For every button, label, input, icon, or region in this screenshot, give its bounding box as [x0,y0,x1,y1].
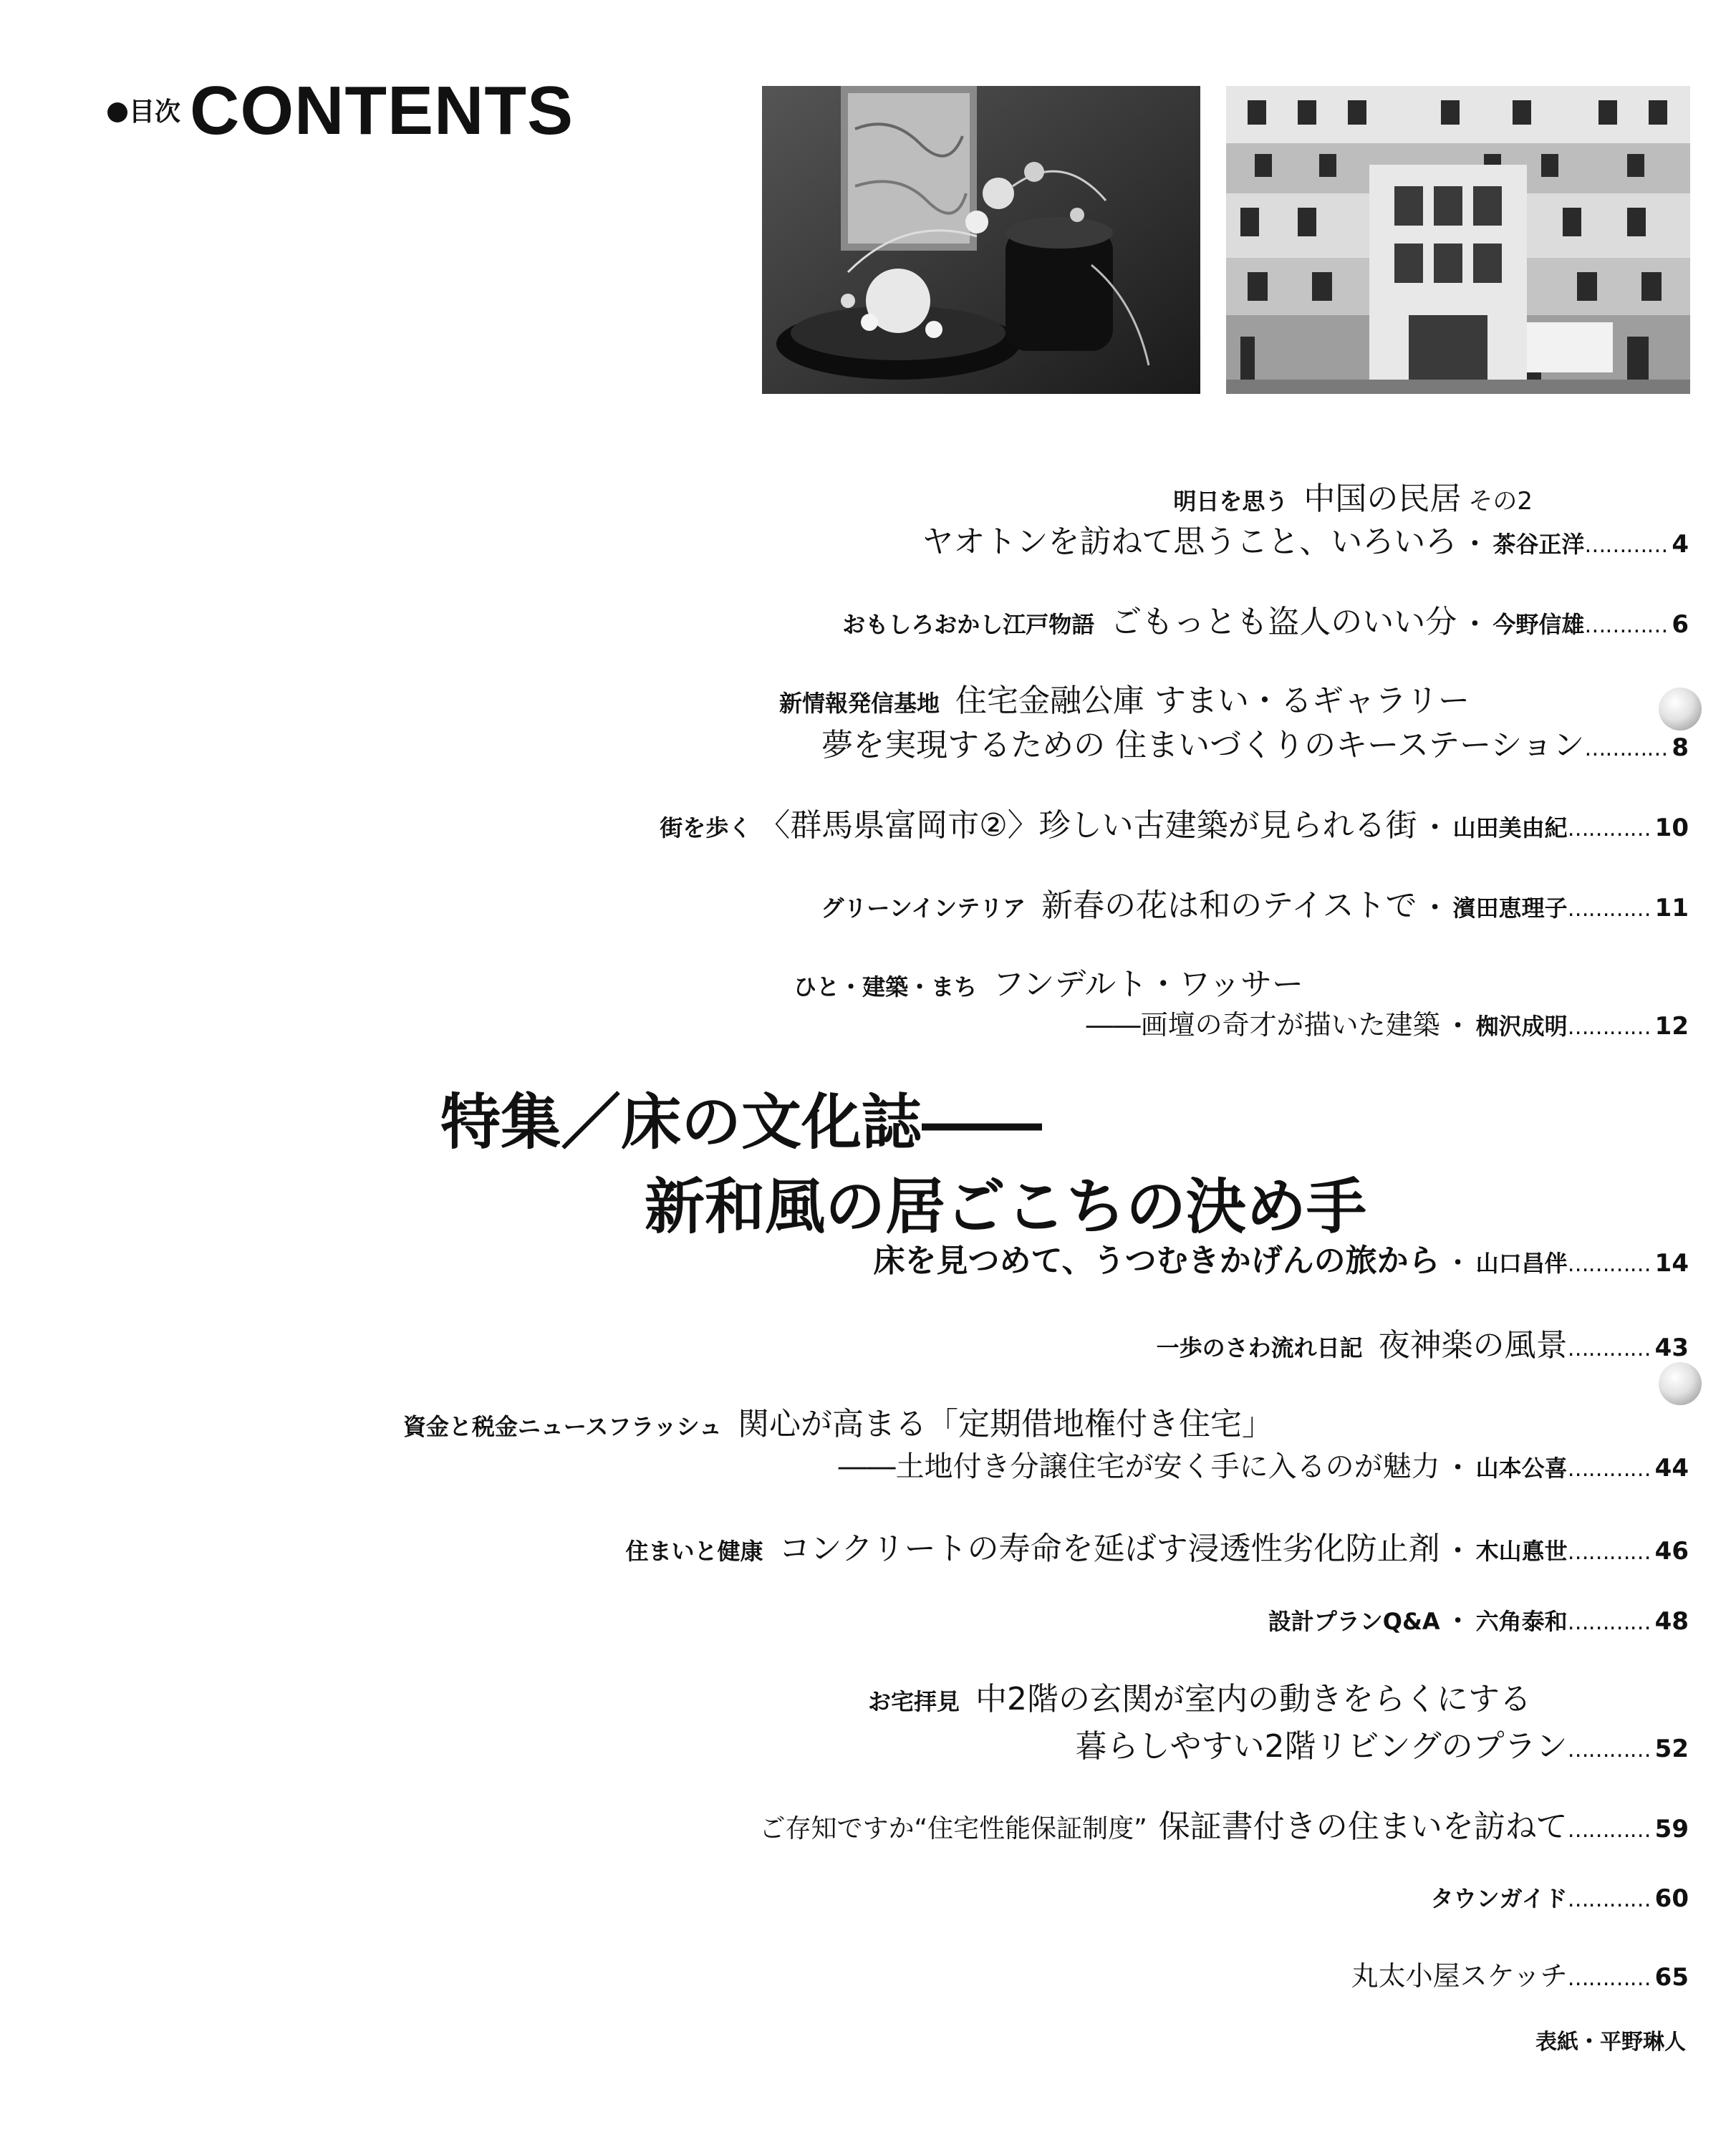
page-number: 48 [1654,1607,1689,1636]
dot-leader: ………… [1567,1540,1651,1565]
category-label: タウンガイド [1430,1885,1568,1912]
mokuji-label: 目次 [129,97,181,127]
category-label: お宅拝見 [867,1688,960,1715]
dot-leader: ………… [1584,613,1668,638]
toc-entry[interactable] [821,879,1689,925]
dot-leader: ………… [1567,897,1651,922]
page-number: 59 [1654,1815,1689,1843]
toc-entry[interactable] [1431,1881,1689,1914]
entry-title: 夢を実現するための 住まいづくりのキーステーション [821,727,1585,763]
category-label: ひと・建築・まち [794,973,978,1001]
toc-entry[interactable] [922,516,1689,561]
page-number: 8 [1672,733,1689,762]
category-label: 街を歩く [660,814,752,842]
entry-title: 暮らしやすい2階リビングのプラン [1075,1728,1568,1765]
author: 六角泰和 [1475,1608,1568,1635]
dot-leader: ………… [1567,1336,1651,1361]
toc-entry[interactable] [1086,1003,1689,1042]
category-label: 住まいと健康 [625,1538,763,1565]
author: 山田美由紀 [1452,814,1568,842]
page-number: 6 [1672,610,1689,639]
dot-leader: ………… [1567,816,1651,842]
separator: ・ [1462,530,1487,559]
dot-leader: ………… [1567,1966,1651,1991]
toc-entry[interactable] [1157,1319,1689,1365]
separator: ・ [1422,814,1447,842]
category-label: グリーンインテリア [821,895,1026,922]
separator: ・ [1445,1249,1470,1278]
author: 濱田恵理子 [1452,895,1568,922]
page-number: 10 [1654,814,1689,842]
category-label: 資金と税金ニュースフラッシュ [402,1413,722,1440]
dot-leader: ………… [1584,736,1668,761]
dot-leader: ………… [1567,1252,1651,1277]
entry-title: 中国の民居 [1303,481,1462,517]
toc-entry[interactable] [1076,1720,1689,1766]
entry-title: 〈群馬県富岡市②〉珍しい古建築が見られる街 [758,807,1417,844]
entry-title: 保証書付きの住まいを訪ねて [1158,1808,1568,1845]
toc-entry[interactable] [626,1523,1689,1568]
page-title: CONTENTS [190,72,574,149]
category-label: 明日を思う [1173,488,1288,515]
entry-title: コンクリートの寿命を延ばす浸透性劣化防止剤 [778,1530,1440,1567]
author: 山本公喜 [1475,1455,1568,1482]
page-number: 44 [1654,1454,1689,1483]
toc-entry[interactable] [660,799,1689,845]
entry-title: 丸太小屋スケッチ [1351,1960,1568,1992]
page-number: 12 [1654,1012,1689,1041]
separator: ・ [1445,1607,1470,1636]
author: 山口昌伴 [1475,1250,1568,1277]
category-label: 設計プランQ&A [1268,1608,1440,1635]
toc-entry[interactable] [821,719,1689,765]
category-label: おもしろおかし江戸物語 [842,611,1095,638]
page-number: 65 [1654,1963,1689,1992]
category-label: 新情報発信基地 [778,690,940,717]
building-photo [1226,86,1690,394]
dot-leader: ………… [1567,1818,1651,1843]
separator: ・ [1445,1454,1470,1483]
feature-heading: 特集／床の文化誌―― [440,1086,1043,1157]
cover-credit: 表紙・平野琳人 [1535,2030,1686,2055]
dot-leader: ………… [1567,1887,1651,1912]
toc-entry[interactable] [874,1235,1689,1281]
bullet-icon [107,102,127,122]
dot-leader: ………… [1584,533,1668,558]
toc-entry[interactable] [839,1444,1689,1485]
separator: ・ [1422,894,1447,922]
toc-entry[interactable] [759,1800,1689,1846]
page-number: 46 [1654,1537,1689,1566]
separator: ・ [1445,1012,1470,1041]
entry-title: フンデルト・ワッサー [993,966,1303,1003]
entry-subtitle: その2 [1468,487,1533,516]
separator: ・ [1462,610,1487,639]
entry-title: 夜神楽の風景 [1378,1327,1568,1364]
entry-title: ――画壇の奇才が描いた建築 [1086,1009,1440,1041]
entry-title: ごもっとも盗人のいい分 [1110,604,1457,640]
dot-leader: ………… [1567,1610,1651,1635]
category-label: 一歩のさわ流れ日記 [1156,1334,1363,1361]
feature-subtitle: 床を見つめて、うつむきかげんの旅から [873,1243,1440,1279]
entry-title: 住宅金融公庫 すまい・るギャラリー [955,683,1470,719]
dot-leader: ………… [1567,1457,1651,1482]
entry-title: 新春の花は和のテイストで [1041,887,1417,924]
entry-title: 中2階の玄関が室内の動きをらくにする [975,1681,1531,1717]
feature-title: 新和風の居ごこちの決め手 [645,1171,1367,1242]
entry-title: ヤオトンを訪ねて思うこと、いろいろ [922,524,1457,560]
page-number: 14 [1654,1249,1689,1278]
toc-entry[interactable] [1268,1601,1689,1636]
toc-entry[interactable] [842,596,1689,642]
dot-leader: ………… [1567,1015,1651,1040]
dot-leader: ………… [1567,1737,1651,1763]
author: 椥沢成明 [1475,1013,1568,1040]
entry-title: ――土地付き分譲住宅が安く手に入るのが魅力 [838,1450,1440,1483]
page-number: 11 [1654,894,1689,922]
author: 今野信雄 [1493,611,1585,638]
separator: ・ [1445,1537,1470,1566]
author: 木山悳世 [1475,1538,1568,1565]
ikebana-photo [762,86,1200,394]
entry-title: 関心が高まる「定期借地権付き住宅」 [738,1406,1273,1442]
page-number: 43 [1654,1334,1689,1362]
page-number: 4 [1672,530,1689,559]
category-label: ご存知ですか“住宅性能保証制度” [759,1814,1147,1843]
page-number: 60 [1654,1884,1689,1913]
toc-entry[interactable] [1351,1954,1689,1993]
page-number: 52 [1654,1735,1689,1763]
author: 茶谷正洋 [1493,531,1585,558]
